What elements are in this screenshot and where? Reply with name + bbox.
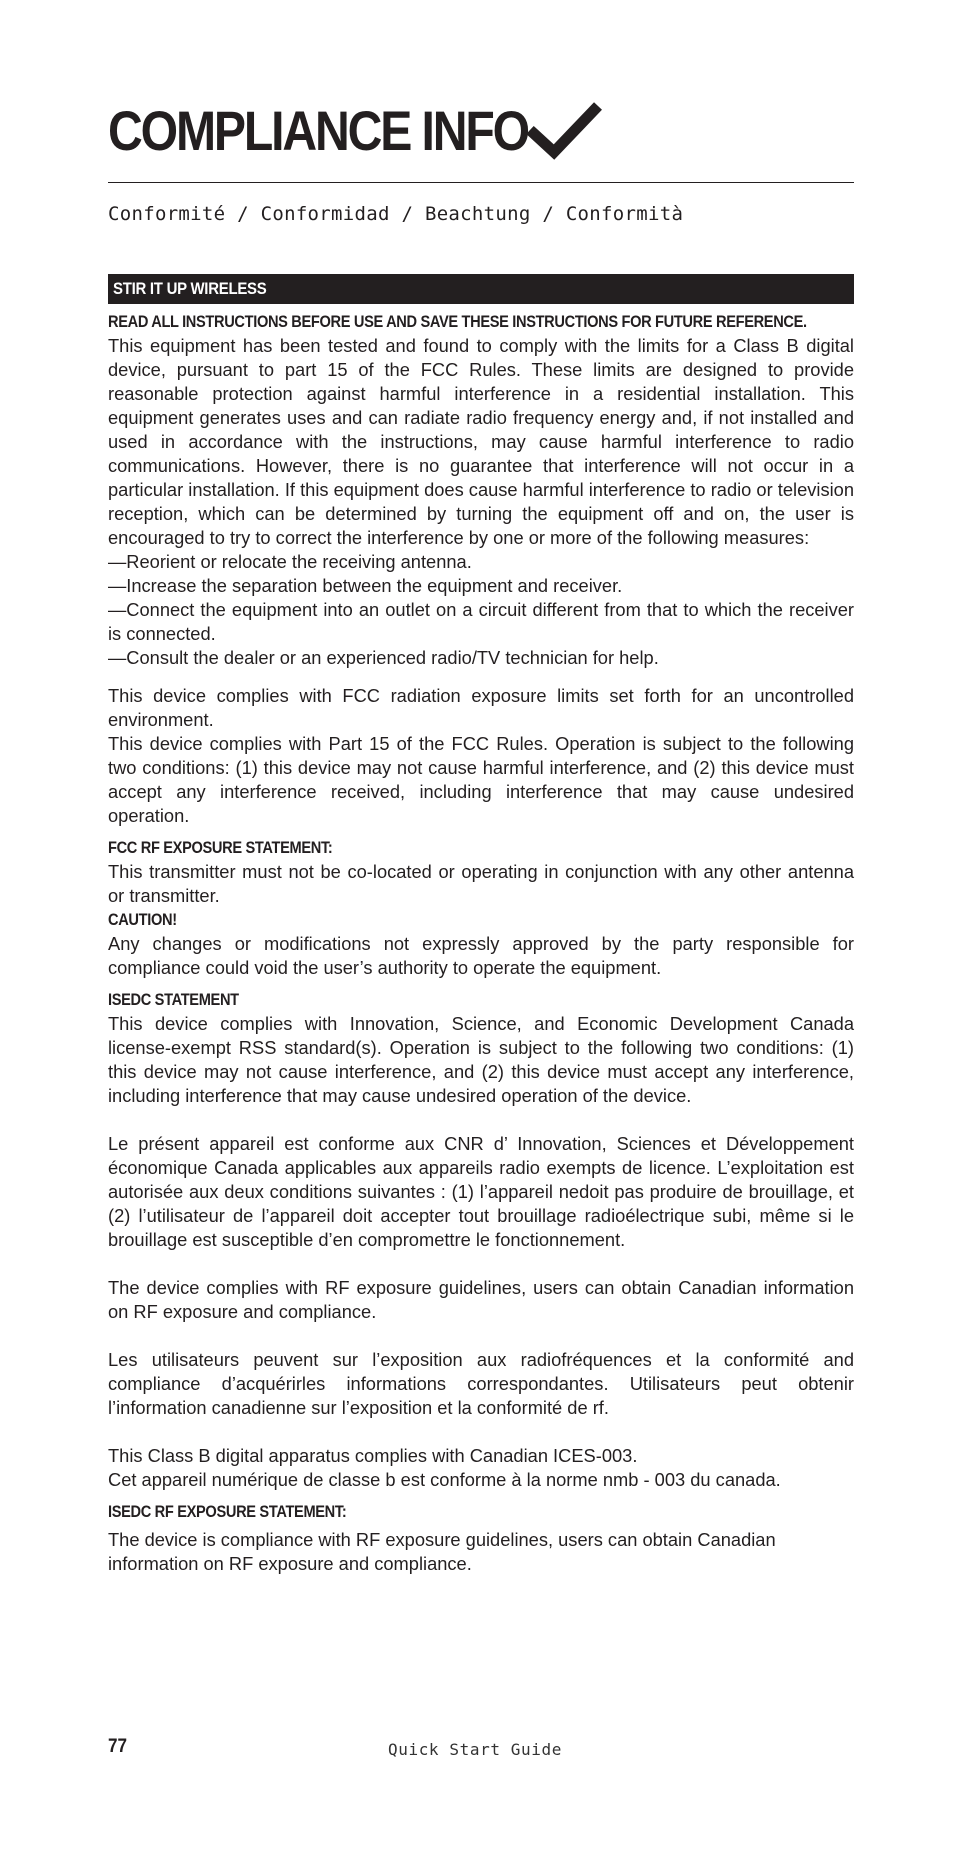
fcc-paragraph: This equipment has been tested and found to comply with the limits for a Class B digital device, pursuant to part 15 of the FCC Rules. These limits are designed to provide reasonable protection against harmful interference in a residential installation. This equipment generates uses and can radiate radio frequency energy and, if not installed and used in accordance with the instructions, may cause harmful interference to radio communications. However, there is no guarantee that interference will not occur in a particular installation. If this equipment does cause harmful interference to radio or television reception, which can be determined by turning the equipment off and on, the user is encouraged to try to correct the interference by one or more of the following measures: [108,335,854,548]
measure-item: —Increase the separation between the equipment and receiver. [108,575,623,596]
rf-guidelines-text: The device complies with RF exposure guidelines, users can obtain Canadian information on RF exposure and compliance. [108,1277,854,1322]
compliance-content [108,274,854,1576]
section-bar [108,274,854,304]
caution-heading [108,908,854,932]
fcc-rf-heading [108,836,854,860]
part15-paragraph: This device complies with Part 15 of the FCC Rules. Operation is subject to the following two conditions: (1) this device may not cause harmful interference, and (2) this device must accept any interference received, including interference that may cause undesired operation. [108,733,854,826]
page-title: COMPLIANCE INFO [108,99,528,162]
isedc-text: This device complies with Innovation, Science, and Economic Development Canada license-exempt RSS standard(s). Operation is subject to the following two conditions: (1) this device may not cause interference, and (2) this device must accept any interference, including interference that may cause undesired operation of the device. [108,1013,854,1106]
isedc-heading [108,988,854,1012]
fcc-rf-heading-text: FCC RF EXPOSURE STATEMENT: [108,838,333,857]
caution-heading-text: CAUTION! [108,910,177,929]
section-bar-label: STIR IT UP WIRELESS [113,279,267,298]
caution-text: Any changes or modifications not expressly approved by the party responsible for compliance could void the user’s authority to operate the equipment. [108,933,854,978]
measure-item: —Consult the dealer or an experienced radio/TV technician for help. [108,647,659,668]
languages-subtitle: Conformité / Conformidad / Beachtung / Conformità [108,203,684,225]
checkmark-icon [526,100,602,162]
title-divider [108,182,854,183]
intro-heading-text: READ ALL INSTRUCTIONS BEFORE USE AND SAVE THESE INSTRUCTIONS FOR FUTURE REFERENCE. [108,312,807,331]
page-number: 77 [108,1736,128,1757]
title-row [108,96,596,166]
isedc-fr-text: Le présent appareil est conforme aux CNR d’ Innovation, Sciences et Développement économique Canada applicables aux appareils radio exempts de licence. L’exploitation est autorisée aux deux conditions suivantes : (1) l’appareil nedoit pas produire de brouillage, et (2) l’utilisateur de l’appareil doit accepter tout brouillage radioélectrique subi, même si le brouillage est susceptible d’en compromettre le fonctionnement. [108,1133,854,1250]
rf-guidelines-fr-text: Les utilisateurs peuvent sur l’exposition aux radiofréquences et la conformité and compliance d’acquérirles informations correspondantes. Utilisateurs peut obtenir l’information canadienne sur l’exposition et la conformité de rf. [108,1349,854,1418]
guide-label: Quick Start Guide [388,1740,562,1759]
radiation-paragraph: This device complies with FCC radiation exposure limits set forth for an uncontrolled environment. [108,685,854,730]
isedc-rf-heading [108,1500,854,1524]
isedc-heading-text: ISEDC STATEMENT [108,990,239,1009]
ices-text: This Class B digital apparatus complies with Canadian ICES-003. [108,1445,638,1466]
isedc-rf-text: The device is compliance with RF exposure guidelines, users can obtain Canadian information on RF exposure and compliance. [108,1529,776,1574]
fcc-rf-text: This transmitter must not be co-located or operating in conjunction with any other antenna or transmitter. [108,861,854,906]
ices-fr-text: Cet appareil numérique de classe b est conforme à la norme nmb - 003 du canada. [108,1469,781,1490]
measure-item: —Reorient or relocate the receiving antenna. [108,551,472,572]
isedc-rf-heading-text: ISEDC RF EXPOSURE STATEMENT: [108,1502,347,1521]
intro-heading [108,310,854,334]
measure-item: —Connect the equipment into an outlet on a circuit different from that to which the receiver is connected. [108,599,854,644]
